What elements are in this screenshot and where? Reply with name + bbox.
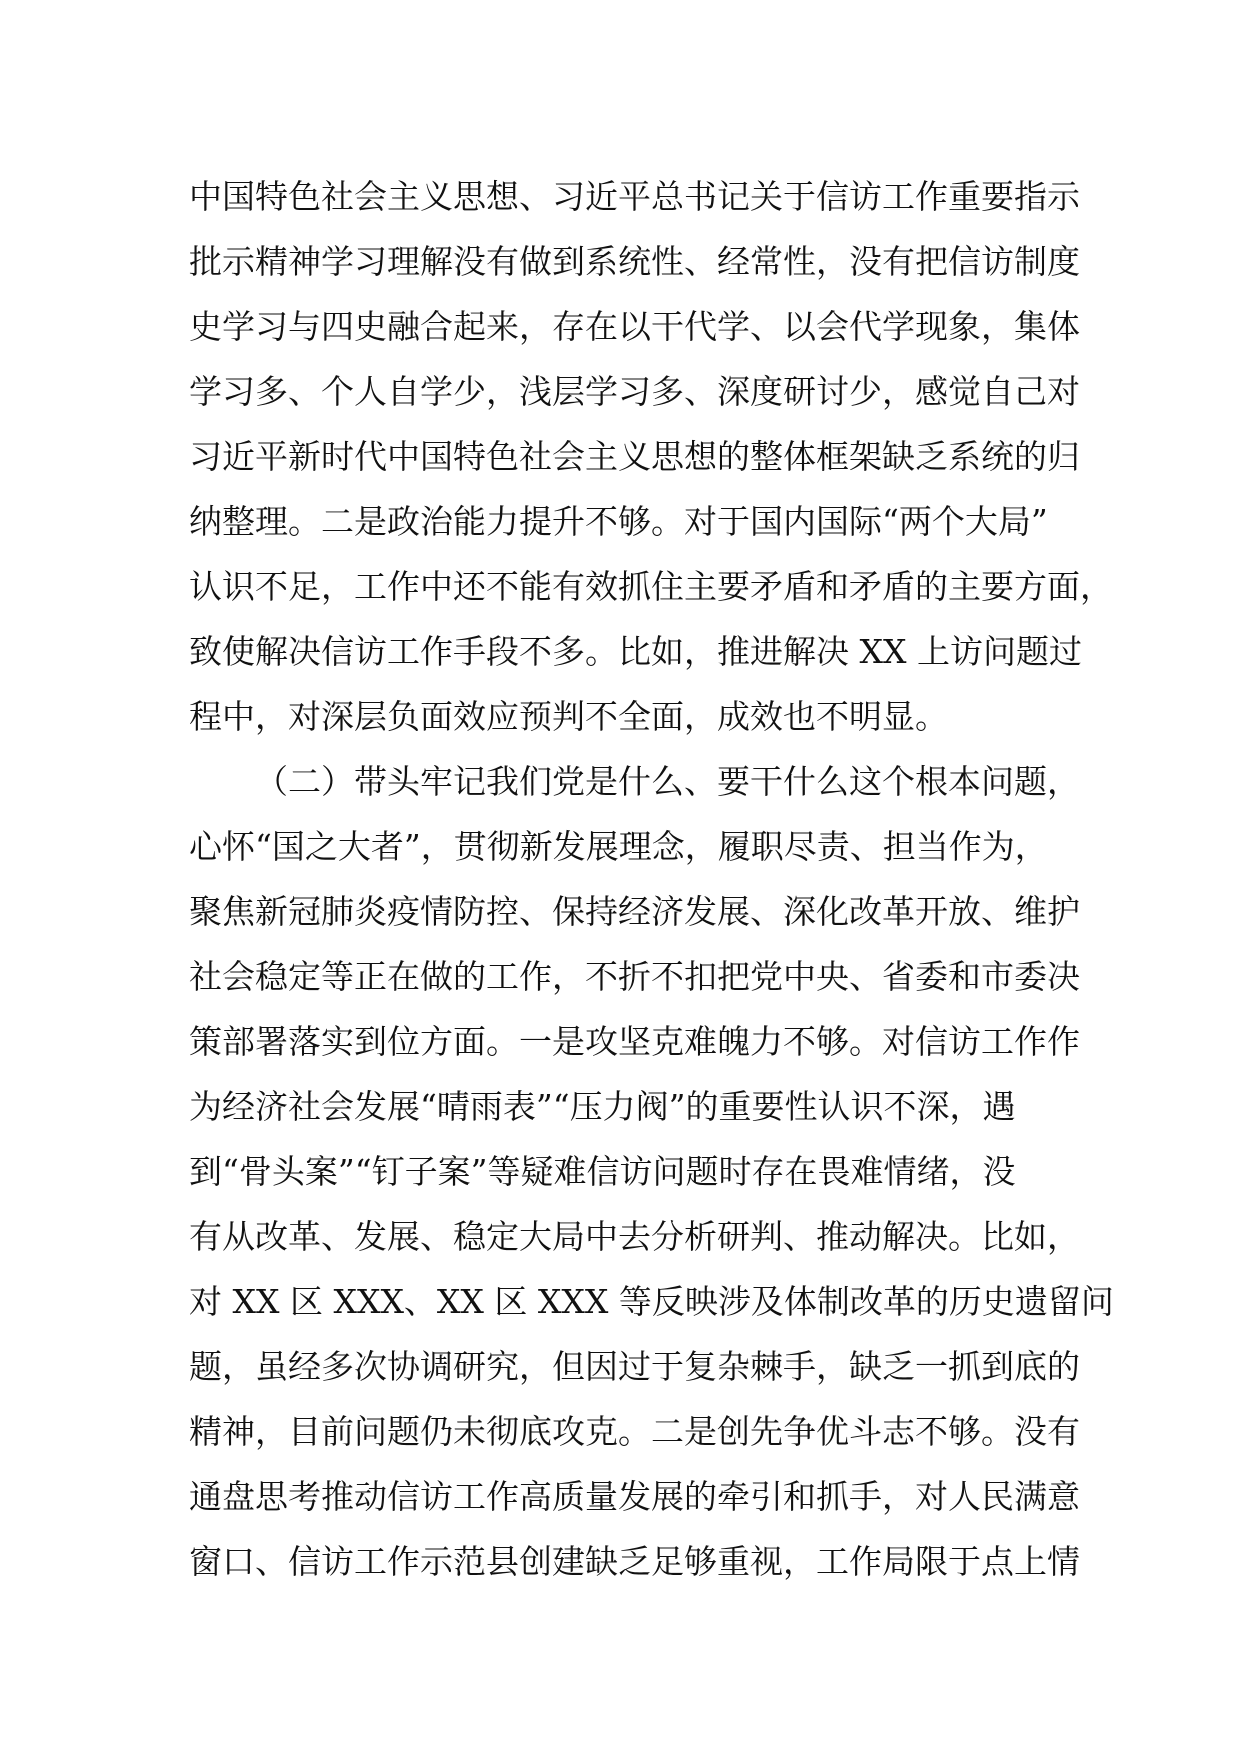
text-line: 习近平新时代中国特色社会主义思想的整体框架缺乏系统的归 — [189, 437, 1080, 476]
text-line: 认识不足，工作中还不能有效抓住主要矛盾和矛盾的主要方面， — [189, 567, 1113, 606]
text-line: 精神，目前问题仍未彻底攻克。二是创先争优斗志不够。没有 — [189, 1412, 1080, 1451]
text-line: 为经济社会发展“晴雨表”“压力阀”的重要性认识不深，遇 — [189, 1087, 1016, 1126]
text-line: 对 XX 区 XXX、XX 区 XXX 等反映涉及体制改革的历史遗留问 — [189, 1282, 1114, 1321]
text-line: 程中，对深层负面效应预判不全面，成效也不明显。 — [189, 697, 948, 736]
text-line: 题，虽经多次协调研究，但因过于复杂棘手，缺乏一抓到底的 — [189, 1347, 1080, 1386]
section-heading-line: （二）带头牢记我们党是什么、要干什么这个根本问题， — [255, 762, 1080, 801]
text-line: 心怀“国之大者”，贯彻新发展理念，履职尽责、担当作为， — [189, 827, 1048, 866]
text-line: 批示精神学习理解没有做到系统性、经常性，没有把信访制度 — [189, 242, 1080, 281]
text-line: 策部署落实到位方面。一是攻坚克难魄力不够。对信访工作作 — [189, 1022, 1080, 1061]
text-line: 到“骨头案”“钉子案”等疑难信访问题时存在畏难情绪，没 — [189, 1152, 1016, 1191]
text-line: 聚焦新冠肺炎疫情防控、保持经济发展、深化改革开放、维护 — [189, 892, 1080, 931]
body-text — [189, 164, 1114, 1594]
text-line: 有从改革、发展、稳定大局中去分析研判、推动解决。比如， — [189, 1217, 1080, 1256]
text-line: 社会稳定等正在做的工作，不折不扣把党中央、省委和市委决 — [189, 957, 1080, 996]
text-line: 通盘思考推动信访工作高质量发展的牵引和抓手，对人民满意 — [189, 1477, 1080, 1516]
text-line: 窗口、信访工作示范县创建缺乏足够重视，工作局限于点上情 — [189, 1542, 1080, 1581]
text-line: 致使解决信访工作手段不多。比如，推进解决 XX 上访问题过 — [189, 632, 1082, 671]
text-line: 史学习与四史融合起来，存在以干代学、以会代学现象，集体 — [189, 307, 1080, 346]
text-line: 学习多、个人自学少，浅层学习多、深度研讨少，感觉自己对 — [189, 372, 1080, 411]
text-line: 中国特色社会主义思想、习近平总书记关于信访工作重要指示 — [189, 177, 1080, 216]
text-line: 纳整理。二是政治能力提升不够。对于国内国际“两个大局” — [189, 502, 1048, 541]
